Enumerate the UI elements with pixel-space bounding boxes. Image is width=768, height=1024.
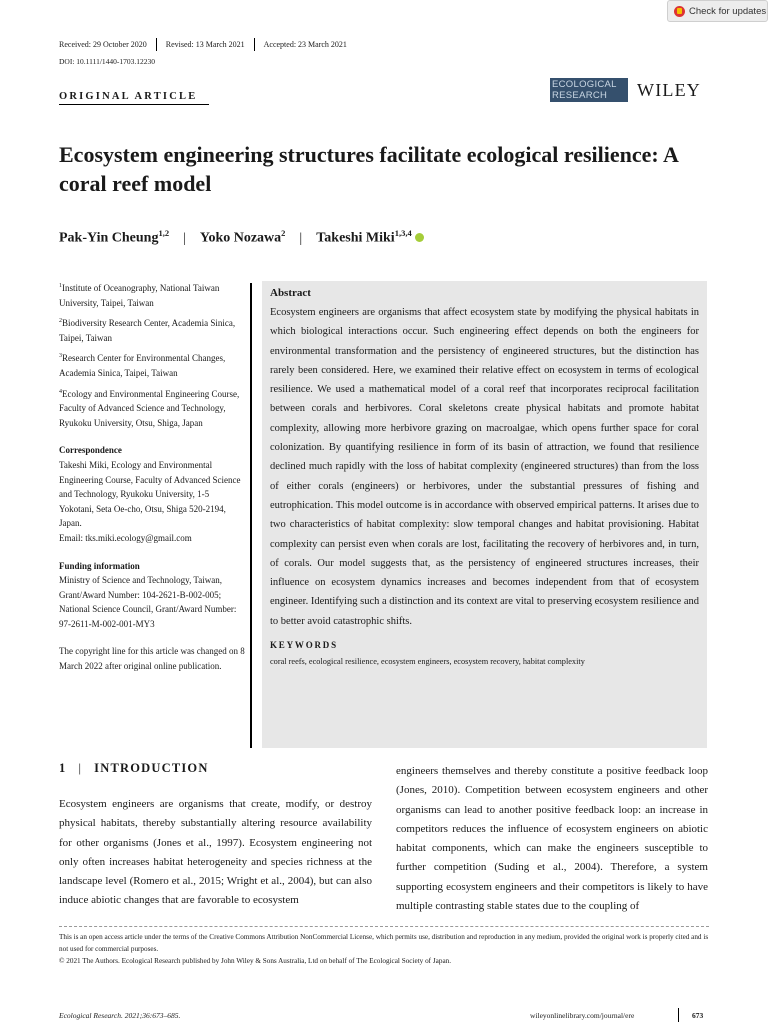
funding-text: Ministry of Science and Technology, Taiwan, Grant/Award Number: 104-2621-B-002-005; National Science Council, Grant/Award Number: 97-2611-M-002-001-MY3 — [59, 575, 237, 629]
abstract-box — [262, 281, 707, 748]
abstract-heading: Abstract — [270, 287, 311, 299]
footer-divider — [678, 1008, 679, 1022]
affiliation: $^3$Research Center for Environmental Changes, Academia Sinica, Taipei, Taiwan — [59, 353, 226, 378]
accepted-date: Accepted: 23 March 2021 — [263, 40, 347, 49]
received-date: Received: 29 October 2020 — [59, 40, 147, 49]
license-text: This is an open access article under the terms of the Creative Commons Attribution NonCommercial License, which permits use, distribution and reproduction in any medium, provided the original work is properly cited and is not used for commercial purposes. — [59, 933, 709, 953]
affiliation: $^2$Biodiversity Research Center, Academia Sinica, Taipei, Taiwan — [59, 318, 236, 343]
correspondence-email[interactable]: Email: tks.miki.ecology@gmail.com — [59, 532, 192, 543]
intro-paragraph-col1: Ecosystem engineers are organisms that create, modify, or destroy physical habitats, thereby substantially altering resource availability for other organisms (Jones et al., 1997). Ecosystem engineering not only often increases habitat heterogeneity and species richness at the landscape level (Romero et al., 2015; Wright et al., 2004), but can also induce abiotic changes that are favorable to ecosystem — [59, 798, 372, 907]
funding-heading: Funding information — [59, 560, 140, 571]
copyright-note: The copyright line for this article was changed on 8 March 2022 after original online publication. — [59, 646, 245, 672]
footnote-divider — [59, 926, 709, 927]
journal-url[interactable]: wileyonlinelibrary.com/journal/ere — [530, 1011, 635, 1020]
intro-paragraph-col2: engineers themselves and thereby constitute a positive feedback loop (Jones, 2010). Competition between ecosystem engineers and other organisms can lead to another positive feedback loop: an increase in competitors reduces the influence of ecosystem engineers on abiotic habitat components, which can make the engineers susceptible to further competition (Suding et al., 2004). Therefore, a system supporting ecosystem engineers and their competitors is likely to have multiple contrasting stable states due to the coupling of — [396, 765, 708, 913]
date-divider — [156, 38, 157, 51]
page-number: 673 — [692, 1011, 704, 1020]
check-for-updates-button[interactable] — [667, 0, 768, 22]
author-info-column — [59, 279, 245, 674]
correspondence-heading: Correspondence — [59, 445, 122, 456]
doi[interactable]: DOI: 10.1111/1440-1703.12230 — [59, 57, 156, 66]
author-list — [59, 228, 424, 247]
author-separator: | — [183, 230, 186, 246]
revised-date: Revised: 13 March 2021 — [165, 40, 245, 49]
author-separator: | — [299, 230, 303, 246]
author-name[interactable]: Takeshi Miki$^{1,3,4}$ — [316, 228, 423, 247]
article-dates — [59, 39, 347, 50]
author-name[interactable]: Pak-Yin Cheung$^{1,2}$ — [59, 228, 170, 246]
keywords: coral reefs, ecological resilience, ecosystem engineers, ecosystem recovery, habitat complexity — [270, 657, 585, 667]
paper-title: Ecosystem engineering structures facilitate ecological resilience: A coral reef model — [59, 142, 678, 196]
orcid-icon[interactable] — [415, 233, 424, 242]
journal-logo-line2: RESEARCH — [552, 90, 608, 101]
copyright-text: © 2021 The Authors. Ecological Research published by John Wiley & Sons Australia, Ltd on behalf of The Ecological Society of Japan. — [59, 957, 452, 965]
affiliation: $^1$Institute of Oceanography, National Taiwan University, Taipei, Taiwan — [59, 283, 220, 308]
journal-logo-line1: ECOLOGICAL — [552, 79, 617, 90]
date-divider — [254, 38, 255, 51]
correspondence-text: Takeshi Miki, Ecology and Environmental Engineering Course, Faculty of Advanced Science and Technology, Ryukoku University, 1-5 Yokotani, Seta Oe-cho, Otsu, Shiga 520-2194, Japan. — [59, 459, 241, 529]
author-name[interactable]: Yoko Nozawa$^2$ — [199, 228, 286, 246]
affiliation: $^4$Ecology and Environmental Engineering Course, Faculty of Advanced Science and Technology, Ryukoku University, Otsu, Shiga, Japan — [59, 388, 240, 428]
section-heading: 1 | INTRODUCTION — [59, 761, 209, 775]
publisher-logo: WILEY — [637, 80, 701, 100]
article-type-underline — [59, 104, 209, 105]
column-divider — [250, 283, 252, 748]
check-for-updates-label: Check for updates — [689, 5, 767, 17]
footnote — [59, 931, 709, 967]
crossmark-icon — [674, 6, 685, 17]
abstract-text: Ecosystem engineers are organisms that affect ecosystem state by modifying the physical habitats in which biological interactions occur. Such engineering effect depends on both the engineers for environmental transformation and the persistency of engineered structures, but the distinction has rarely been considered. Here, we examined their relative effect on ecosystem in terms of ecological resilience. We used a mathematical model of a coral reef that incorporates reciprocal facilitation between corals and herbivores. Coral skeletons create physical habitats and promote habitat complexity, allowing more herbivore grazing on macroalgae, which opens further space for coral colonization. By quantifying resilience in form of its basin of attraction, we found that resilience declined much rapidly with the loss of habitat complexity (engineered structures) than from the loss of either corals (engineers) or herbivores, under the substantial pressures of fishing and eutrophication. This model outcome is in accordance with observed empirical patterns. It arises due to two characteristics of habitat complexity: slow temporal changes and habitat provisioning. Habitat complexity can persist even when corals are lost, facilitating the recovery of herbivores and, in turn, of corals. Our model suggests that, as the persistency of engineered structures increases, their influence on ecosystem dynamics increases and becomes independent from that of ecosystem engineer. Identifying such a distinction and its context are vital to preserving ecosystem resilience and to better avoid catastrophic shifts. — [270, 307, 700, 627]
journal-logo — [550, 78, 628, 102]
keywords-heading: KEYWORDS — [270, 640, 338, 651]
article-type: ORIGINAL ARTICLE — [59, 91, 198, 102]
citation: Ecological Research. 2021;36:673–685. — [59, 1011, 181, 1020]
